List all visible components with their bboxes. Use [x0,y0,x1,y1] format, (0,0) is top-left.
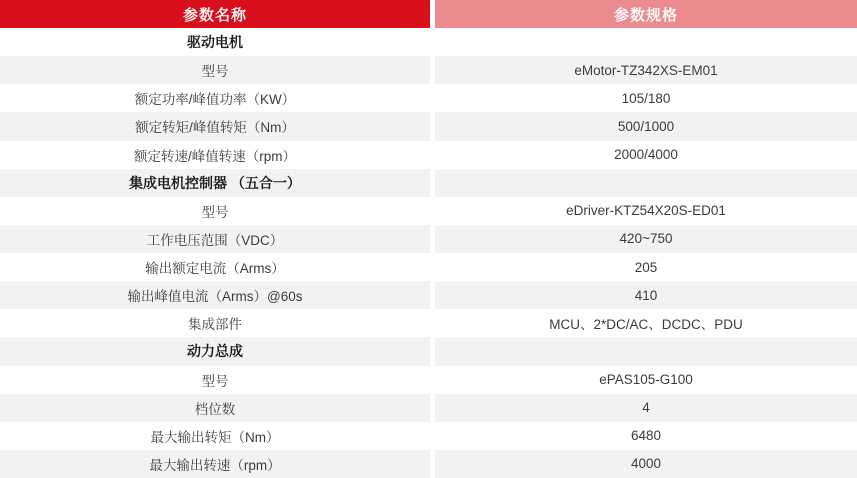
param-value-cell [435,28,857,56]
param-value-cell: 6480 [435,422,857,450]
param-value-cell: 410 [435,281,857,309]
header-param-name: 参数名称 [0,0,430,28]
param-name-cell: 输出额定电流（Arms） [0,253,430,281]
param-name-cell: 额定转速/峰值转速（rpm） [0,141,430,169]
table-row [0,56,857,84]
table-row [0,141,857,169]
table-row [0,394,857,422]
table-header-row [0,0,857,28]
table-row [0,281,857,309]
param-name-cell: 最大输出转矩（Nm） [0,422,430,450]
param-value-cell: 205 [435,253,857,281]
param-name-cell: 动力总成 [0,337,430,365]
param-value-cell: 4 [435,394,857,422]
param-name-cell: 最大输出转速（rpm） [0,450,430,478]
param-value-cell: 420~750 [435,225,857,253]
param-name-cell: 集成部件 [0,309,430,337]
param-name-cell: 额定转矩/峰值转矩（Nm） [0,112,430,140]
param-value-cell: 2000/4000 [435,141,857,169]
param-name-cell: 驱动电机 [0,28,430,56]
param-name-cell: 型号 [0,56,430,84]
param-value-cell [435,169,857,197]
table-row [0,112,857,140]
table-row [0,450,857,478]
param-value-cell: MCU、2*DC/AC、DCDC、PDU [435,309,857,337]
table-row [0,169,857,197]
param-value-cell: eMotor-TZ342XS-EM01 [435,56,857,84]
param-value-cell: ePAS105-G100 [435,366,857,394]
header-param-spec: 参数规格 [435,0,857,28]
param-name-cell: 工作电压范围（VDC） [0,225,430,253]
table-row [0,366,857,394]
param-name-cell: 型号 [0,366,430,394]
table-row [0,28,857,56]
table-row [0,197,857,225]
table-row [0,84,857,112]
table-body [0,28,857,478]
table-row [0,422,857,450]
param-value-cell: 4000 [435,450,857,478]
param-value-cell: eDriver-KTZ54X20S-ED01 [435,197,857,225]
table-row [0,253,857,281]
table-row [0,337,857,365]
param-value-cell: 105/180 [435,84,857,112]
param-name-cell: 额定功率/峰值功率（KW） [0,84,430,112]
table-row [0,225,857,253]
table-row [0,309,857,337]
param-value-cell: 500/1000 [435,112,857,140]
param-name-cell: 档位数 [0,394,430,422]
param-name-cell: 型号 [0,197,430,225]
param-name-cell: 集成电机控制器 （五合一） [0,169,430,197]
param-name-cell: 输出峰值电流（Arms）@60s [0,281,430,309]
param-value-cell [435,337,857,365]
